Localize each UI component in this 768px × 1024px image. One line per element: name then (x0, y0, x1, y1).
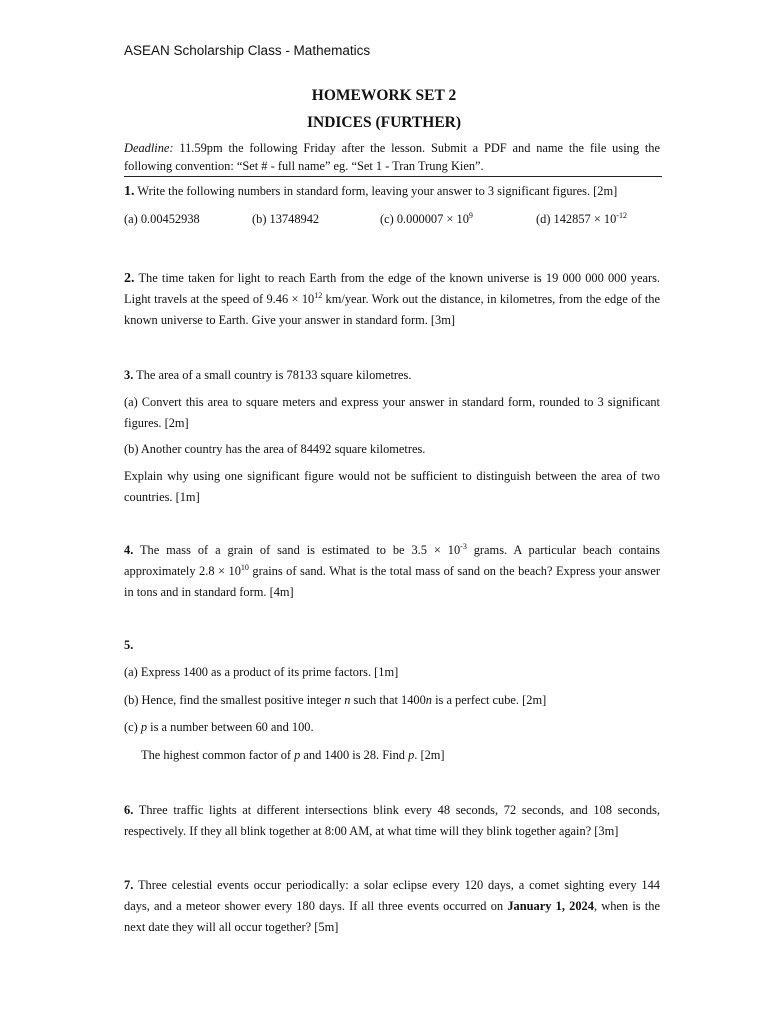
question-2-number: 2. (124, 271, 135, 286)
question-3-part-a: (a) Convert this area to square meters and express your answer in standard form, rounded to 3 significant figures. [2m] (124, 395, 660, 430)
deadline-label: Deadline: (124, 141, 174, 155)
question-5-part-c-var: p (140, 720, 148, 734)
question-4-text-part3: grains of sand. What is the total mass of sand on the beach? Express your answer in tons and in standard form. [4m] (124, 564, 660, 599)
deadline-note (124, 139, 660, 175)
question-5-hcf-post: . [2m] (414, 748, 445, 762)
question-5-part-b-var2: n (425, 693, 432, 707)
question-1 (124, 181, 660, 202)
homework-title: HOMEWORK SET 2 (311, 87, 457, 104)
question-1-option-c-base: (c) 0.000007 × 10 (380, 212, 469, 226)
question-3-explain: Explain why using one significant figure would not be sufficient to distinguish between the area of two countries. [1m] (124, 469, 660, 504)
question-1-option-c (380, 210, 473, 228)
question-5-hcf-pre: The highest common factor of (141, 748, 295, 762)
question-7-text-part2: , when is the next date they will all occur together? [5m] (124, 899, 660, 934)
question-5-hcf-mid: and 1400 is 28. Find (300, 748, 409, 762)
question-5-part-b-mid: such that 1400 (350, 693, 426, 707)
question-7-text-part1: Three celestial events occur periodically: a solar eclipse every 120 days, a comet sighting every 144 days, and a meteor shower every 180 days. If all three events occurred on (124, 878, 660, 913)
question-7-number: 7. (124, 878, 134, 892)
question-5-part-c-post: is a number between 60 and 100. (147, 720, 314, 734)
question-5-number: 5. (124, 638, 134, 652)
question-1-option-d-base: (d) 142857 × 10 (536, 212, 617, 226)
question-4-exponent-1: -3 (460, 542, 467, 551)
question-6-text: Three traffic lights at different intersections blink every 48 seconds, 72 seconds, and 108 seconds, respectively. If they all blink together at 8:00 AM, at what time will they blink together again? [3m] (124, 803, 660, 838)
question-4-text-part1: The mass of a grain of sand is estimated to be 3.5 × 10 (133, 543, 461, 557)
question-3-part-b: (b) Another country has the area of 84492 square kilometres. (124, 442, 426, 456)
question-5-part-a: (a) Express 1400 as a product of its prime factors. [1m] (124, 665, 399, 679)
question-5-part-c-pre: (c) (124, 720, 141, 734)
question-4 (124, 540, 660, 603)
question-5-hcf-var2: p (408, 748, 415, 762)
question-5-part-b (124, 690, 660, 711)
question-1-option-c-exponent: 9 (468, 211, 473, 220)
question-2-text-part2: km/year. Work out the distance, in kilometres, from the edge of the known universe to Earth. Give your answer in standard form. [3m] (124, 292, 661, 327)
question-1-option-b: (b) 13748942 (252, 212, 320, 226)
deadline-text: 11.59pm the following Friday after the lesson. Submit a PDF and name the file using the following convention: “Set # - full name” eg. “Set 1 - Tran Trung Kien”. (124, 141, 660, 173)
question-2-text-part1: The time taken for light to reach Earth from the edge of the known universe is 19 000 000 000 years. Light travels at the speed of 9.46 × 10 (124, 271, 660, 306)
question-5-hcf-line (141, 745, 660, 766)
question-2-exponent: 12 (314, 291, 323, 300)
question-5-hcf-var: p (294, 748, 301, 762)
question-4-text-part2: grams. A particular beach contains approximately 2.8 × 10 (124, 543, 660, 578)
question-5-part-c (124, 717, 660, 738)
question-3-intro-text: The area of a small country is 78133 square kilometres. (133, 368, 412, 382)
question-1-option-d (536, 210, 627, 228)
question-6-number: 6. (124, 803, 134, 817)
question-5-number-line (124, 635, 660, 656)
question-5-part-b-post: is a perfect cube. [2m] (432, 693, 547, 707)
question-5-part-b-pre: (b) Hence, find the smallest positive integer (124, 693, 345, 707)
question-2 (124, 268, 660, 331)
question-1-number: 1. (124, 184, 135, 199)
question-5-part-b-var: n (344, 693, 351, 707)
topic-title: INDICES (FURTHER) (306, 114, 462, 131)
question-6 (124, 800, 660, 842)
header-divider (124, 176, 662, 177)
question-7-date: January 1, 2024 (507, 899, 594, 913)
question-7 (124, 875, 660, 938)
question-1-text: Write the following numbers in standard form, leaving your answer to 3 significant figures. [2m] (134, 184, 618, 198)
question-3-intro (124, 365, 660, 386)
question-4-exponent-2: 10 (240, 563, 249, 572)
question-1-option-d-exponent: -12 (616, 211, 627, 220)
question-3-number: 3. (124, 368, 134, 382)
class-header: ASEAN Scholarship Class - Mathematics (124, 43, 371, 58)
question-4-number: 4. (124, 543, 134, 557)
question-1-option-a: (a) 0.00452938 (124, 212, 200, 226)
